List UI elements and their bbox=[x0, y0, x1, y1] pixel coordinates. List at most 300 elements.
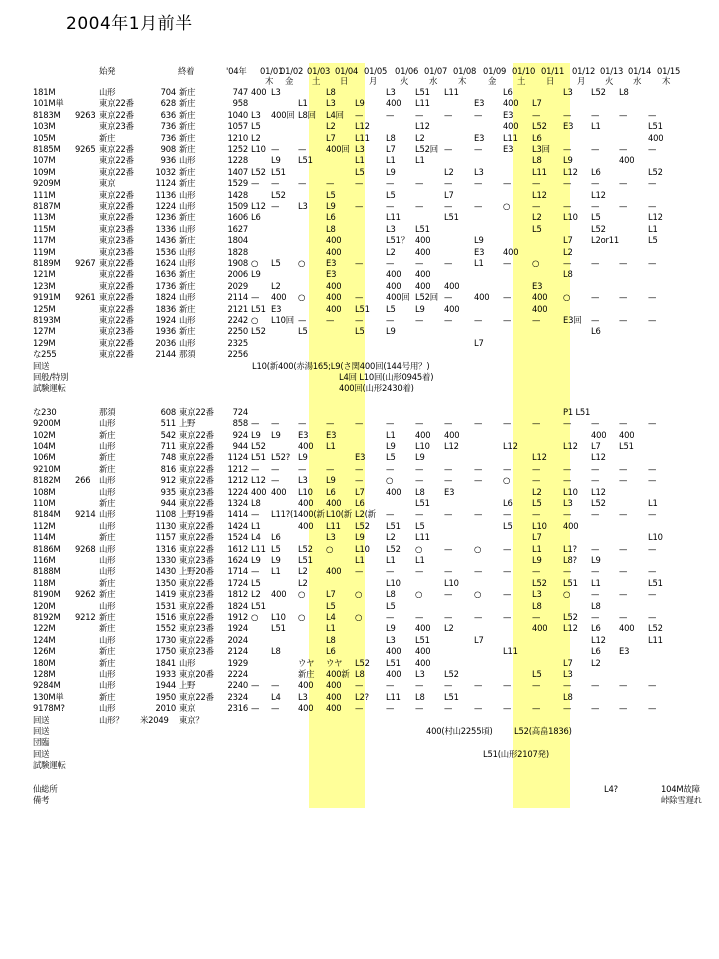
day-cell: L1 bbox=[591, 577, 601, 588]
day-cell: — bbox=[563, 566, 572, 577]
day-cell: L1 bbox=[415, 155, 425, 166]
day-cell: — bbox=[444, 509, 453, 520]
day-cell: — bbox=[563, 201, 572, 211]
day-cell: E3 bbox=[563, 121, 574, 132]
day-cell: L6 bbox=[532, 132, 542, 143]
day-cell: L5 bbox=[326, 189, 336, 200]
train-number: 112M bbox=[33, 520, 56, 531]
train-number: 8188M bbox=[33, 566, 61, 577]
destination-station: 新庄 bbox=[179, 235, 196, 246]
train-number: な255 bbox=[33, 349, 57, 360]
origin-station: 東京22番 bbox=[99, 280, 134, 291]
departure-time: 912 bbox=[160, 475, 176, 486]
train-number: 116M bbox=[33, 555, 56, 565]
day-cell: 400 bbox=[326, 498, 342, 508]
day-cell: — bbox=[298, 178, 307, 189]
note-label: 回送 bbox=[33, 748, 50, 759]
day-cell: L1? bbox=[563, 543, 577, 554]
date-header: 01/03 bbox=[307, 66, 331, 76]
day-cell: — bbox=[326, 178, 335, 189]
day-cell: — bbox=[474, 418, 483, 429]
departure-time: 936 bbox=[160, 155, 176, 166]
weekday-header: 土 bbox=[312, 76, 321, 86]
note-label: 回送 bbox=[33, 360, 50, 371]
day-cell: 400 bbox=[298, 441, 314, 451]
note-text: 400(村山2255頃) bbox=[426, 726, 493, 736]
day-cell: L9 bbox=[386, 326, 396, 337]
arrival-time: 2324 bbox=[227, 691, 248, 702]
day-cell: L8 bbox=[251, 498, 261, 508]
day-cell: ウヤ bbox=[326, 657, 343, 668]
origin-station: 東京22番 bbox=[99, 292, 134, 303]
day-cell: L3 bbox=[298, 201, 308, 211]
day-cell: 新庄 bbox=[298, 669, 315, 679]
departure-time: 2144 bbox=[155, 349, 176, 360]
date-header: 01/09 bbox=[483, 66, 507, 76]
note-text-2: L52(高畠1836) bbox=[514, 726, 572, 736]
departure-time: 1330 bbox=[155, 555, 176, 565]
origin-station: 山形 bbox=[99, 509, 116, 520]
day-cell: — bbox=[415, 703, 424, 714]
table-row bbox=[0, 430, 719, 441]
day-cell: — bbox=[386, 315, 395, 325]
day-cell: 400 bbox=[619, 155, 635, 166]
arrival-time: 2316 bbox=[227, 703, 248, 714]
table-row bbox=[0, 258, 719, 269]
day-cell: L51 bbox=[271, 623, 286, 634]
day-cell: L51 bbox=[415, 634, 430, 645]
day-cell: L5 bbox=[415, 520, 425, 531]
departure-time: 636 bbox=[160, 109, 176, 120]
origin-station: 山形 bbox=[99, 441, 116, 451]
departure-time: 1730 bbox=[155, 634, 176, 645]
day-cell: 400 bbox=[415, 280, 431, 291]
table-row bbox=[0, 269, 719, 280]
departure-time: 1841 bbox=[155, 657, 176, 668]
destination-station: 東京22番 bbox=[179, 475, 214, 486]
arrival-time: 1228 bbox=[227, 155, 248, 166]
arrival-time: 2124 bbox=[227, 646, 248, 657]
note-destination: 東京？ bbox=[179, 714, 204, 725]
day-cell: L3回 bbox=[532, 144, 550, 154]
train-number: 110M bbox=[33, 498, 56, 508]
date-header: 01/14 bbox=[628, 66, 652, 76]
origin-station: 新庄 bbox=[99, 452, 116, 463]
arrival-time: 1627 bbox=[227, 223, 248, 234]
day-cell: L10 bbox=[355, 543, 370, 554]
origin-station: 東京22番 bbox=[99, 349, 134, 360]
table-row bbox=[0, 669, 719, 680]
day-cell: — bbox=[415, 475, 424, 486]
day-cell: L6 bbox=[591, 326, 601, 337]
train-number: 9191M bbox=[33, 292, 61, 303]
day-cell: — bbox=[648, 258, 657, 268]
day-cell: 400 bbox=[619, 623, 635, 634]
day-cell: — bbox=[415, 201, 424, 211]
departure-time: 511 bbox=[160, 418, 176, 429]
day-cell: L52 bbox=[591, 87, 606, 97]
destination-station: 山形 bbox=[179, 155, 196, 166]
day-cell: — bbox=[355, 566, 364, 577]
day-cell: L2 bbox=[444, 623, 454, 634]
day-cell: 400 bbox=[415, 623, 431, 634]
day-cell: L51 bbox=[563, 577, 578, 588]
origin-station: 新庄 bbox=[99, 577, 116, 588]
table-row bbox=[0, 133, 719, 144]
departure-time: 1316 bbox=[155, 543, 176, 554]
origin-station: 新庄 bbox=[99, 532, 116, 543]
day-cell: L2 bbox=[563, 246, 573, 257]
origin-station: 新庄 bbox=[99, 132, 116, 143]
date-header: 01/02 bbox=[280, 66, 304, 76]
day-cell: L3 bbox=[386, 634, 396, 645]
day-cell: L52 bbox=[251, 326, 266, 337]
day-cell: L4 bbox=[271, 691, 281, 702]
day-cell: — bbox=[619, 566, 628, 577]
day-cell: L7 bbox=[474, 337, 484, 348]
departure-time: 1536 bbox=[155, 246, 176, 257]
day-cell: L1 bbox=[355, 155, 365, 166]
arrival-time: 1529 bbox=[227, 178, 248, 189]
day-cell: — bbox=[444, 463, 453, 474]
day-cell: L9 bbox=[298, 452, 308, 463]
day-cell: — bbox=[503, 178, 512, 189]
day-cell: — bbox=[648, 144, 657, 154]
day-cell: L5 bbox=[271, 258, 281, 268]
weekday-header: 金 bbox=[488, 76, 497, 86]
note-text: L10(新400(赤湯165;L9(さ関400回(144号用？) bbox=[252, 360, 430, 371]
table-row bbox=[0, 703, 719, 714]
arrival-time: 2242 bbox=[227, 315, 248, 325]
day-cell: L6 bbox=[503, 87, 513, 97]
departure-time: 1950 bbox=[155, 691, 176, 702]
day-cell: — bbox=[591, 703, 600, 714]
origin-station: 山形 bbox=[99, 600, 116, 611]
arrival-time: 1210 bbox=[227, 132, 248, 143]
day-cell: 400 bbox=[271, 292, 287, 303]
day-cell: — bbox=[415, 509, 424, 520]
train-number: 118M bbox=[33, 577, 56, 588]
train-number: 127M bbox=[33, 326, 56, 337]
departure-time: 1936 bbox=[155, 326, 176, 337]
departure-time: 1836 bbox=[155, 303, 176, 314]
day-cell: — bbox=[326, 418, 335, 429]
day-cell: L9 bbox=[355, 98, 365, 109]
day-cell: 400 bbox=[298, 520, 314, 531]
day-cell: — bbox=[474, 463, 483, 474]
day-cell: L6 bbox=[591, 646, 601, 657]
day-cell: L3 bbox=[298, 691, 308, 702]
origin-station: 山形 bbox=[99, 486, 116, 497]
day-cell: — bbox=[619, 292, 628, 303]
day-cell: L2 bbox=[532, 212, 542, 223]
table-row bbox=[0, 338, 719, 349]
day-cell: L7 bbox=[532, 98, 542, 109]
arrival-time: 1624 bbox=[227, 555, 248, 565]
day-cell: ○ bbox=[503, 475, 511, 486]
day-cell: — bbox=[326, 315, 335, 325]
day-cell: — bbox=[563, 178, 572, 189]
origin-station: 山形 bbox=[99, 669, 116, 679]
day-cell: L10 bbox=[648, 532, 663, 543]
note-row bbox=[0, 760, 719, 771]
day-cell: L1 bbox=[591, 121, 601, 132]
day-cell: L51 bbox=[298, 155, 313, 166]
day-cell: — bbox=[503, 566, 512, 577]
day-cell: L11 bbox=[355, 132, 370, 143]
day-cell: E3 bbox=[474, 246, 485, 257]
day-cell: 400 bbox=[415, 657, 431, 668]
day-cell: — bbox=[503, 463, 512, 474]
day-cell: L4 bbox=[251, 532, 261, 543]
day-cell: — bbox=[386, 463, 395, 474]
day-cell: — bbox=[474, 144, 483, 154]
weekday-header: 火 bbox=[605, 76, 614, 86]
day-cell: L9 bbox=[591, 555, 601, 565]
origin-station: 東京23番 bbox=[99, 121, 134, 132]
day-cell: L10 bbox=[415, 441, 430, 451]
day-cell: L3 bbox=[326, 98, 336, 109]
arrival-time: 1606 bbox=[227, 212, 248, 223]
destination-station: 新庄 bbox=[179, 87, 196, 97]
train-number: 8192M bbox=[33, 612, 61, 622]
day-cell: — bbox=[619, 589, 628, 600]
day-cell: — bbox=[619, 109, 628, 120]
day-cell: L8 bbox=[563, 691, 573, 702]
train-number: 117M bbox=[33, 235, 56, 246]
day-cell: L51 bbox=[415, 87, 430, 97]
note-time: 米2049 bbox=[140, 714, 169, 725]
day-cell: L11 bbox=[503, 646, 518, 657]
table-row bbox=[0, 190, 719, 201]
day-cell: L5 bbox=[532, 498, 542, 508]
day-cell: E3 bbox=[503, 109, 514, 120]
day-cell: L8 bbox=[415, 691, 425, 702]
train-number: 8187M bbox=[33, 201, 61, 211]
day-cell: L3 bbox=[563, 498, 573, 508]
day-cell: L4回 bbox=[326, 109, 344, 120]
day-cell: — bbox=[532, 703, 541, 714]
day-cell: — bbox=[619, 475, 628, 486]
arrival-time: 2325 bbox=[227, 337, 248, 348]
day-cell: 400 bbox=[415, 246, 431, 257]
destination-station: 山形 bbox=[179, 246, 196, 257]
day-cell: — bbox=[415, 315, 424, 325]
day-cell: L10(新 bbox=[326, 509, 352, 520]
day-cell: L12 bbox=[503, 441, 518, 451]
destination-station: 東京22番 bbox=[179, 600, 214, 611]
day-cell: L8 bbox=[415, 486, 425, 497]
day-cell: 400 bbox=[386, 269, 402, 280]
day-cell: — bbox=[591, 612, 600, 622]
day-cell: — bbox=[591, 109, 600, 120]
day-cell: ○ bbox=[415, 543, 423, 554]
train-number: 8182M bbox=[33, 475, 61, 486]
day-cell: L9 bbox=[415, 303, 425, 314]
day-cell: L7 bbox=[532, 532, 542, 543]
departure-time: 1933 bbox=[155, 669, 176, 679]
day-cell: L51 bbox=[648, 577, 663, 588]
arrival-time: 2250 bbox=[227, 326, 248, 337]
day-cell: L6 bbox=[271, 532, 281, 543]
day-cell: 400 bbox=[298, 703, 314, 714]
day-cell: ○ bbox=[532, 258, 540, 268]
table-row bbox=[0, 235, 719, 246]
day-cell: 400 bbox=[532, 303, 548, 314]
destination-station: 新庄 bbox=[179, 280, 196, 291]
day-cell: — bbox=[474, 178, 483, 189]
day-cell: — bbox=[619, 703, 628, 714]
origin-station: 新庄 bbox=[99, 691, 116, 702]
remarks-label: 備考 bbox=[33, 795, 50, 805]
departure-time: 908 bbox=[160, 144, 176, 154]
date-header: 01/06 bbox=[395, 66, 419, 76]
day-cell: L8 bbox=[591, 600, 601, 611]
train-number: 9178M? bbox=[33, 703, 65, 714]
arrival-time: 2024 bbox=[227, 634, 248, 645]
day-cell: — bbox=[251, 463, 260, 474]
day-cell: 400 bbox=[326, 703, 342, 714]
day-cell: L8回 bbox=[298, 109, 316, 120]
day-cell: 400 bbox=[444, 280, 460, 291]
day-cell: E3 bbox=[503, 144, 514, 154]
day-cell: L2(新 bbox=[355, 509, 376, 520]
departure-time: 1136 bbox=[155, 189, 176, 200]
day-cell: L11 bbox=[415, 532, 430, 543]
day-cell: L1 bbox=[271, 566, 281, 577]
note-origin: 山形？ bbox=[99, 714, 124, 725]
day-cell: 400(新 bbox=[298, 509, 325, 520]
day-cell: — bbox=[415, 680, 424, 691]
train-sub-number: 9214 bbox=[75, 509, 96, 520]
arrival-time: 1252 bbox=[227, 144, 248, 154]
table-row bbox=[0, 498, 719, 509]
origin-station: 新庄 bbox=[99, 646, 116, 657]
day-cell: L1 bbox=[474, 258, 484, 268]
arrival-time: 2029 bbox=[227, 280, 248, 291]
destination-station: 東京23番 bbox=[179, 555, 214, 565]
day-cell: L5 bbox=[326, 600, 336, 611]
departure-time: 1124 bbox=[155, 178, 176, 189]
train-number: 104M bbox=[33, 441, 56, 451]
day-cell: 400 bbox=[326, 292, 342, 303]
day-cell: — bbox=[386, 680, 395, 691]
origin-station: 東京22番 bbox=[99, 144, 134, 154]
day-cell: — bbox=[532, 475, 541, 486]
destination-station: 東京22番 bbox=[179, 532, 214, 543]
day-cell: 400 bbox=[271, 486, 287, 497]
arrival-time: 1414 bbox=[227, 509, 248, 520]
day-cell: — bbox=[591, 418, 600, 429]
weekday-header: 木 bbox=[265, 76, 274, 86]
note-label: 試験運転 bbox=[33, 383, 66, 394]
day-cell: L12 bbox=[355, 121, 370, 132]
day-cell: — bbox=[386, 201, 395, 211]
day-cell: L9 bbox=[251, 555, 261, 565]
day-cell: L10 bbox=[532, 520, 547, 531]
day-cell: — bbox=[444, 258, 453, 268]
destination-station: 新庄 bbox=[179, 132, 196, 143]
day-cell: L7 bbox=[326, 132, 336, 143]
train-sub-number: 9267 bbox=[75, 258, 96, 268]
day-cell: L2 bbox=[386, 246, 396, 257]
arrival-time: 1929 bbox=[227, 657, 248, 668]
destination-station: 東京23番 bbox=[179, 589, 214, 600]
day-cell: L7 bbox=[474, 634, 484, 645]
day-cell: — bbox=[326, 463, 335, 474]
note-label: 団臨 bbox=[33, 737, 50, 748]
train-number: 115M bbox=[33, 223, 56, 234]
day-cell: L9 bbox=[271, 429, 281, 440]
origin-station: 東京22番 bbox=[99, 212, 134, 223]
day-cell: L10 bbox=[271, 612, 286, 622]
depot-note-0115: 104M故障 bbox=[661, 783, 700, 794]
day-cell: — bbox=[444, 612, 453, 622]
day-cell: — bbox=[474, 680, 483, 691]
destination-station: 新庄 bbox=[179, 144, 196, 154]
page-title: 2004年1月前半 bbox=[66, 14, 193, 34]
destination-station: 新庄 bbox=[179, 326, 196, 337]
day-cell: L11 bbox=[326, 520, 341, 531]
train-number: 102M bbox=[33, 429, 56, 440]
table-row bbox=[0, 98, 719, 109]
origin-station: 山形 bbox=[99, 555, 116, 565]
day-cell: — bbox=[648, 109, 657, 120]
day-cell: L8 bbox=[271, 646, 281, 657]
table-row bbox=[0, 144, 719, 155]
day-cell: — bbox=[591, 258, 600, 268]
table-row bbox=[0, 212, 719, 223]
train-number: 106M bbox=[33, 452, 56, 463]
day-cell: L52 bbox=[355, 520, 370, 531]
day-cell: L52 bbox=[591, 498, 606, 508]
day-cell: — bbox=[271, 703, 280, 714]
day-cell: L52 bbox=[648, 166, 663, 177]
day-cell: ○ bbox=[474, 543, 482, 554]
departure-time: 816 bbox=[160, 463, 176, 474]
day-cell: 400 bbox=[532, 292, 548, 303]
origin-station: 山形 bbox=[99, 566, 116, 577]
arrival-time: 1912 bbox=[227, 612, 248, 622]
day-cell: 400 bbox=[251, 87, 267, 97]
day-cell: L3 bbox=[415, 669, 425, 679]
destination-station: 東京23番 bbox=[179, 486, 214, 497]
origin-station: 東京22番 bbox=[99, 166, 134, 177]
departure-time: 1350 bbox=[155, 577, 176, 588]
day-cell: L12 bbox=[591, 634, 606, 645]
table-row bbox=[0, 110, 719, 121]
day-cell: L5 bbox=[386, 303, 396, 314]
origin-station: 東京22番 bbox=[99, 258, 134, 268]
depot-row bbox=[0, 784, 719, 795]
departure-time: 1130 bbox=[155, 520, 176, 531]
origin-station: 東京22番 bbox=[99, 337, 134, 348]
destination-station: 東京23番 bbox=[179, 646, 214, 657]
table-row bbox=[0, 315, 719, 326]
table-row bbox=[0, 418, 719, 429]
departure-time: 704 bbox=[160, 87, 176, 97]
train-number: 8184M bbox=[33, 509, 61, 520]
origin-station: 東京23番 bbox=[99, 235, 134, 246]
day-cell: L10 bbox=[444, 577, 459, 588]
day-cell: L9 bbox=[326, 475, 336, 486]
departure-time: 1236 bbox=[155, 212, 176, 223]
weekday-header: 水 bbox=[633, 76, 642, 86]
day-cell: 400新 bbox=[326, 669, 350, 679]
arrival-time: 958 bbox=[232, 98, 248, 109]
day-cell: L3 bbox=[563, 87, 573, 97]
departure-time: 1108 bbox=[155, 509, 176, 520]
